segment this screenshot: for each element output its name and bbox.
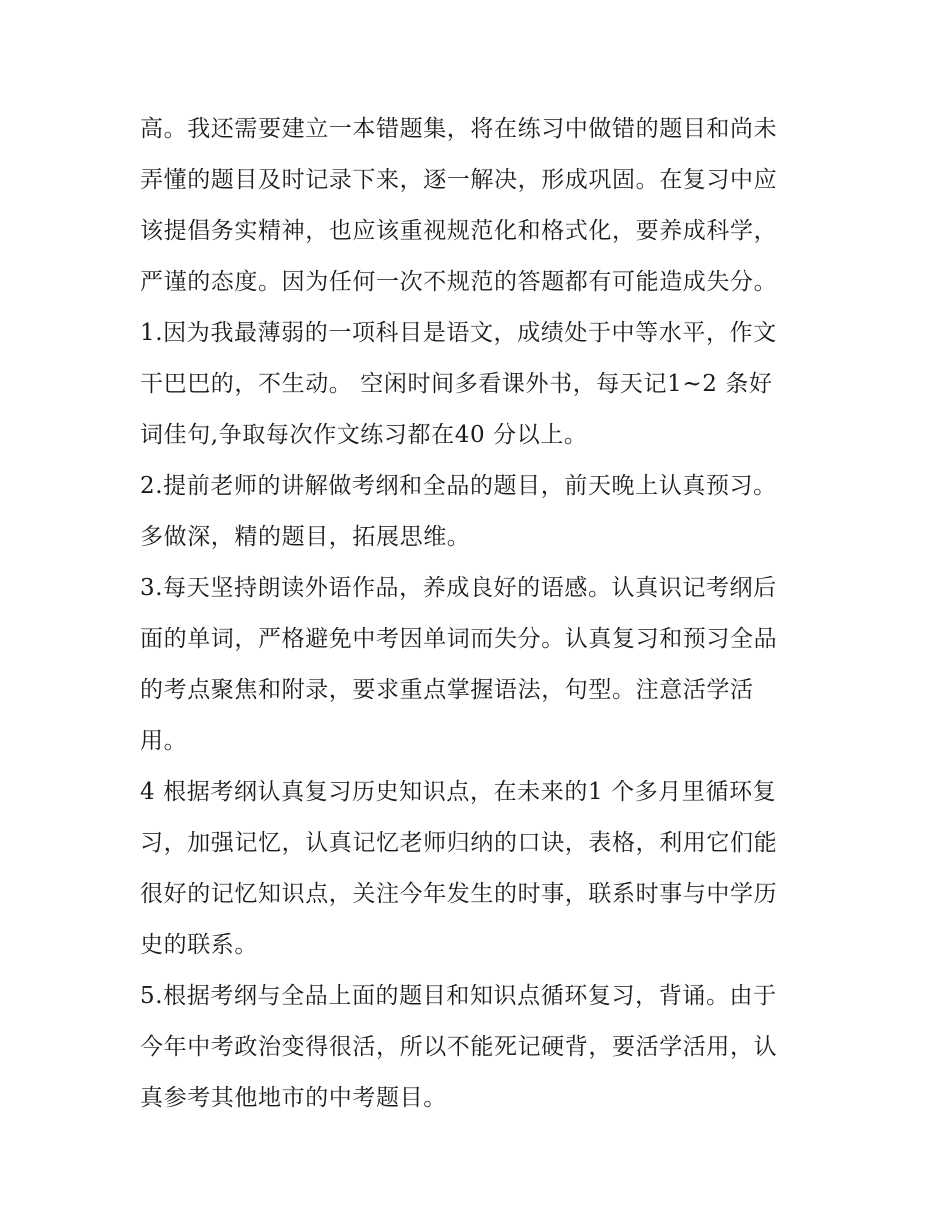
text-line: 用。: [140, 728, 188, 754]
text-line: 很好的记忆知识点，关注今年发生的时事，联系时事与中学历: [140, 881, 778, 907]
text-line: 高。我还需要建立一本错题集，将在练习中做错的题目和尚未: [140, 116, 778, 142]
text-line: 4 根据考纲认真复习历史知识点，在未来的1 个多月里循环复: [140, 779, 777, 805]
text-line: 3.每天坚持朗读外语作品，养成良好的语感。认真识记考纲后: [140, 575, 777, 601]
text-line: 干巴巴的，不生动。 空闲时间多看课外书，每天记1~2 条好: [140, 371, 773, 397]
text-line: 习，加强记忆，认真记忆老师归纳的口诀，表格，利用它们能: [140, 830, 778, 856]
text-line: 面的单词，严格避免中考因单词而失分。认真复习和预习全品: [140, 626, 778, 652]
document-body: [140, 104, 820, 1124]
text-line: 今年中考政治变得很活，所以不能死记硬背，要活学活用，认: [140, 1034, 778, 1060]
text-line: 真参考其他地市的中考题目。: [140, 1085, 447, 1111]
text-line: 该提倡务实精神，也应该重视规范化和格式化，要养成科学，: [140, 218, 778, 244]
text-line: 1.因为我最薄弱的一项科目是语文，成绩处于中等水平，作文: [140, 320, 777, 346]
text-line: 2.提前老师的讲解做考纲和全品的题目，前天晚上认真预习。: [140, 473, 777, 499]
text-line: 的考点聚焦和附录，要求重点掌握语法，句型。注意活学活: [140, 677, 754, 703]
text-line: 词佳句,争取每次作文练习都在40 分以上。: [140, 422, 588, 448]
text-line: 5.根据考纲与全品上面的题目和知识点循环复习，背诵。由于: [140, 983, 777, 1009]
text-line: 弄懂的题目及时记录下来，逐一解决，形成巩固。在复习中应: [140, 167, 778, 193]
text-line: 多做深，精的题目，拓展思维。: [140, 524, 471, 550]
text-line: 严谨的态度。因为任何一次不规范的答题都有可能造成失分。: [140, 269, 778, 295]
text-line: 史的联系。: [140, 932, 258, 958]
